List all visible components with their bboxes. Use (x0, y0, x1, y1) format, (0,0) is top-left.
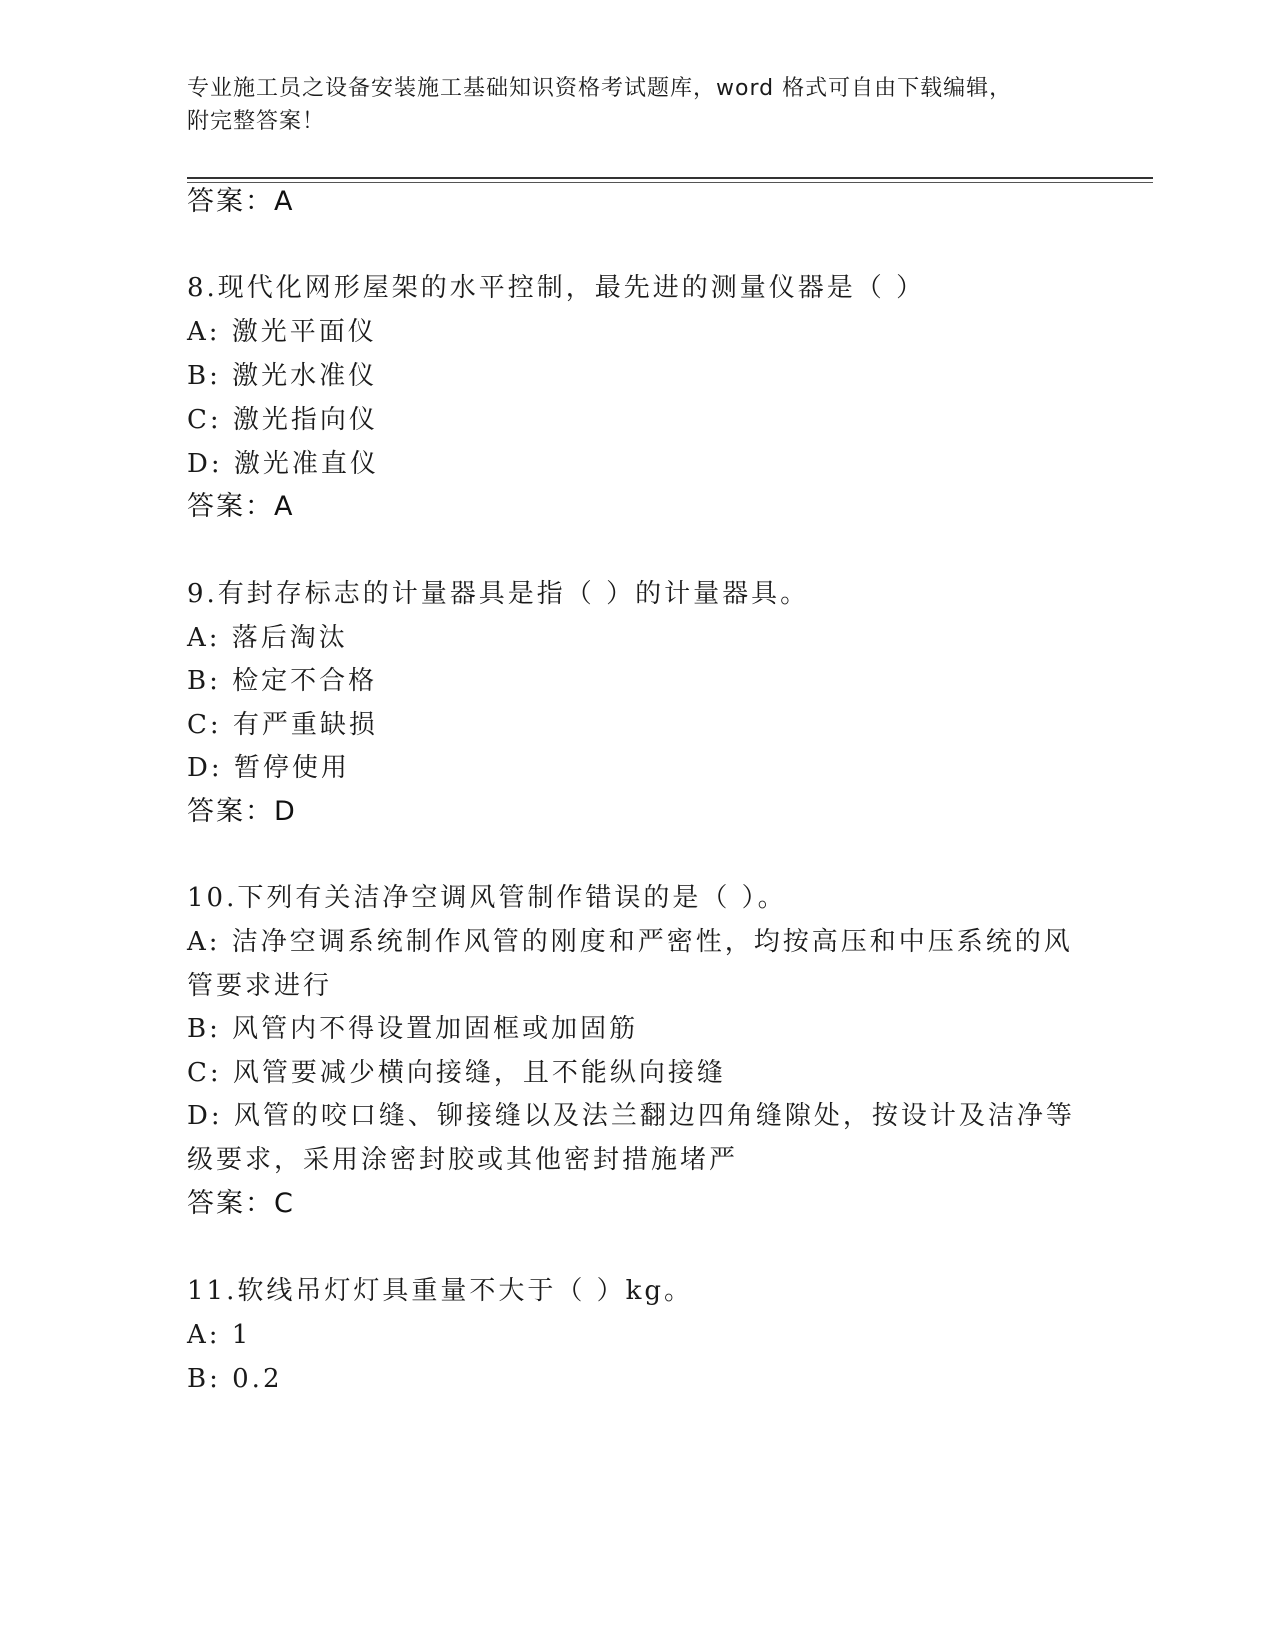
question-9-option-d: D: 暂停使用 (187, 753, 350, 783)
question-9-option-c: C: 有严重缺损 (187, 710, 378, 740)
question-11-stem: 11.软线吊灯灯具重量不大于（ ）kg。 (187, 1276, 694, 1306)
question-10-option-c: C: 风管要减少横向接缝，且不能纵向接缝 (187, 1058, 726, 1088)
question-8-option-a: A: 激光平面仪 (187, 317, 377, 347)
question-10-stem: 10.下列有关洁净空调风管制作错误的是（ ）。 (187, 883, 787, 913)
question-8-option-b: B: 激光水准仪 (187, 361, 378, 391)
question-11-option-a: A: 1 (187, 1320, 252, 1350)
answer-q9: 答案：D (187, 796, 297, 827)
question-11-option-b: B: 0.2 (187, 1364, 283, 1394)
answer-q8: 答案：A (187, 491, 295, 522)
question-10-option-d: D: 风管的咬口缝、铆接缝以及法兰翻边四角缝隙处，按设计及洁净等 (187, 1101, 1075, 1131)
question-8-option-d: D: 激光准直仪 (187, 449, 379, 479)
question-10-option-b: B: 风管内不得设置加固框或加固筋 (187, 1014, 639, 1044)
question-10-option-d-cont: 级要求，采用涂密封胶或其他密封措施堵严 (187, 1145, 739, 1175)
header-divider-thin (187, 182, 1153, 183)
question-9-option-a: A: 落后淘汰 (187, 623, 348, 653)
question-9-stem: 9.有封存标志的计量器具是指（ ）的计量器具。 (187, 579, 810, 609)
question-10-option-a-cont: 管要求进行 (187, 971, 333, 1001)
question-9-option-b: B: 检定不合格 (187, 666, 378, 696)
question-8-option-c: C: 激光指向仪 (187, 405, 378, 435)
header-line-2: 附完整答案！ (187, 109, 326, 134)
document-header (187, 72, 1067, 138)
header-line-1: 专业施工员之设备安装施工基础知识资格考试题库，word 格式可自由下载编辑， (187, 76, 1013, 101)
header-divider-thick (187, 177, 1153, 179)
question-10-option-a: A: 洁净空调系统制作风管的刚度和严密性，均按高压和中压系统的风 (187, 927, 1073, 957)
question-8-stem: 8.现代化网形屋架的水平控制，最先进的测量仪器是（ ） (187, 273, 926, 303)
answer-q10: 答案：C (187, 1188, 295, 1219)
answer-q7: 答案：A (187, 186, 295, 217)
